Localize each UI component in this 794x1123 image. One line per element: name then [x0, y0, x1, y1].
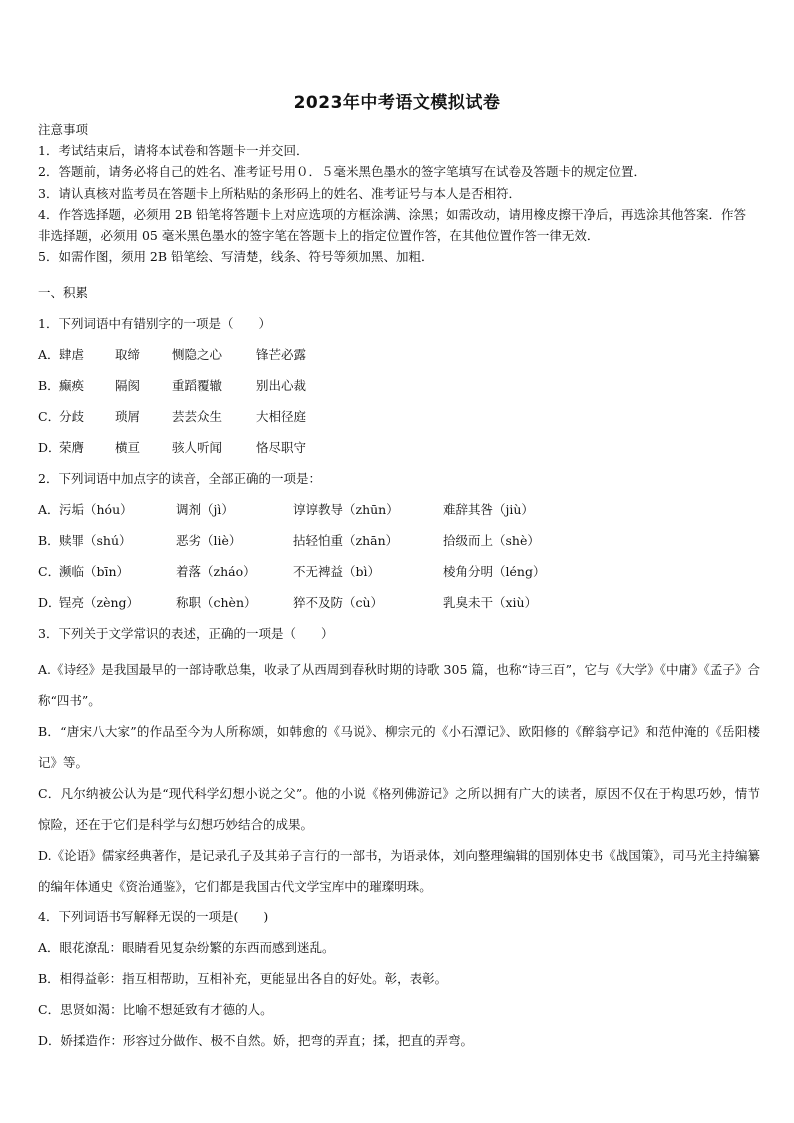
question-1-option — [38, 344, 760, 366]
option-label: D． — [38, 595, 61, 610]
questions-body — [38, 282, 760, 1061]
option-word: 大相径庭 — [256, 409, 307, 424]
option-word: 琐屑 — [115, 409, 141, 424]
option-label: A． — [38, 347, 60, 362]
option-word: 恪尽职守 — [256, 440, 307, 455]
notes-item: 4．作答选择题，必须用 2B 铅笔将答题卡上对应选项的方框涂满、涂黑；如需改动，请用橡皮擦干净后，再选涂其他答案．作答非选择题，必须用 05 毫米黑色墨水的签字笔在答题卡上的指定位置作答，在其他位置作答一律无效． — [38, 206, 747, 244]
question-3-option: A.《诗经》是我国最早的一部诗歌总集，收录了从西周到春秋时期的诗歌 305 篇，也称“诗三百”，它与《大学》《中庸》《孟子》合称“四书”。 — [38, 662, 760, 708]
option-word: 赎罪（shú） — [59, 533, 132, 548]
notes-item: 5．如需作图，须用 2B 铅笔绘、写清楚，线条、符号等须加黑、加粗． — [38, 249, 434, 265]
option-word: 锃亮（zèng） — [59, 595, 140, 610]
option-word: 骇人听闻 — [172, 440, 223, 455]
question-2-option — [38, 592, 760, 614]
notes-section — [38, 119, 758, 267]
question-4-option: D．娇揉造作：形容过分做作、极不自然。娇，把弯的弄直；揉，把直的弄弯。 — [38, 1033, 474, 1048]
option-word: 肆虐 — [59, 347, 85, 362]
option-word: 谆谆教导（zhūn） — [293, 502, 399, 517]
notes-heading: 注意事项 — [38, 122, 89, 137]
question-4-option: C．思贤如渴：比喻不想延致有才德的人。 — [38, 1002, 273, 1017]
question-1-option — [38, 406, 760, 428]
option-word: 调剂（jì） — [176, 502, 234, 517]
notes-item: 2．答题前，请务必将自己的姓名、准考证号用０．５毫米黑色墨水的签字笔填写在试卷及答题卡的规定位置． — [38, 164, 646, 180]
question-3-option: C．凡尔纳被公认为是“现代科学幻想小说之父”。他的小说《格列佛游记》之所以拥有广大的读者，原因不仅在于构思巧妙，情节惊险，还在于它们是科学与幻想巧妙结合的成果。 — [38, 786, 760, 832]
option-word: 拈轻怕重（zhān） — [293, 533, 399, 548]
option-word: 称职（chèn） — [176, 595, 257, 610]
question-2-stem: 2．下列词语中加点字的读音，全部正确的一项是： — [38, 471, 321, 486]
question-4-stem: 4．下列词语书写解释无误的一项是( ) — [38, 909, 269, 924]
question-1-option — [38, 437, 760, 459]
page-title: 2023年中考语文模拟试卷 — [293, 93, 501, 113]
question-4-option: B．相得益彰：指互相帮助，互相补充，更能显出各自的好处。彰，表彰。 — [38, 971, 448, 986]
option-word: 横亘 — [115, 440, 141, 455]
option-word: 恶劣（liè） — [176, 533, 242, 548]
question-3-option: D.《论语》儒家经典著作，是记录孔子及其弟子言行的一部书，为语录体，刘向整理编辑的国别体史书《战国策》，司马光主持编纂的编年体通史《资治通鉴》，它们都是我国古代文学宝库中的璀璨明珠。 — [38, 848, 760, 894]
question-1-option — [38, 375, 760, 397]
question-2-option — [38, 561, 760, 583]
option-word: 重蹈覆辙 — [172, 378, 223, 393]
option-word: 癫痪 — [59, 378, 85, 393]
question-3-option: B．“唐宋八大家”的作品至今为人所称颂，如韩愈的《马说》、柳宗元的《小石潭记》、欧阳修的《醉翁亭记》和范仲淹的《岳阳楼记》等。 — [38, 724, 760, 770]
option-word: 棱角分明（léng） — [443, 564, 546, 579]
option-word: 猝不及防（cù） — [293, 595, 384, 610]
option-word: 别出心裁 — [256, 378, 307, 393]
option-word: 恻隐之心 — [172, 347, 223, 362]
question-4-option: A．眼花潦乱：眼睛看见复杂纷繁的东西而感到迷乱。 — [38, 940, 335, 955]
option-word: 取缔 — [115, 347, 141, 362]
option-word: 荣膺 — [59, 440, 85, 455]
option-word: 濒临（bīn） — [59, 564, 130, 579]
option-word: 着落（zháo） — [176, 564, 256, 579]
option-label: D． — [38, 440, 61, 455]
option-word: 锋芒必露 — [256, 347, 307, 362]
option-word: 芸芸众生 — [172, 409, 223, 424]
notes-item: 3．请认真核对监考员在答题卡上所粘贴的条形码上的姓名、准考证号与本人是否相符． — [38, 185, 521, 201]
option-word: 拾级而上（shè） — [443, 533, 540, 548]
option-label: A． — [38, 502, 60, 517]
option-label: C． — [38, 564, 61, 579]
question-3-stem: 3．下列关于文学常识的表述，正确的一项是（ ） — [38, 626, 334, 641]
option-word: 不无裨益（bì） — [293, 564, 380, 579]
question-2-option — [38, 499, 760, 521]
option-label: B． — [38, 378, 60, 393]
notes-item: 1．考试结束后，请将本试卷和答题卡一并交回． — [38, 143, 309, 159]
question-2-option — [38, 530, 760, 552]
option-word: 难辞其咎（jiù） — [443, 502, 534, 517]
option-word: 隔阂 — [115, 378, 141, 393]
question-1-stem: 1．下列词语中有错别字的一项是（ ） — [38, 316, 271, 331]
option-label: C． — [38, 409, 61, 424]
option-label: B． — [38, 533, 60, 548]
option-word: 污垢（hóu） — [59, 502, 133, 517]
option-word: 分歧 — [59, 409, 85, 424]
section-heading: 一、积累 — [38, 285, 89, 300]
option-word: 乳臭未干（xiù） — [443, 595, 538, 610]
